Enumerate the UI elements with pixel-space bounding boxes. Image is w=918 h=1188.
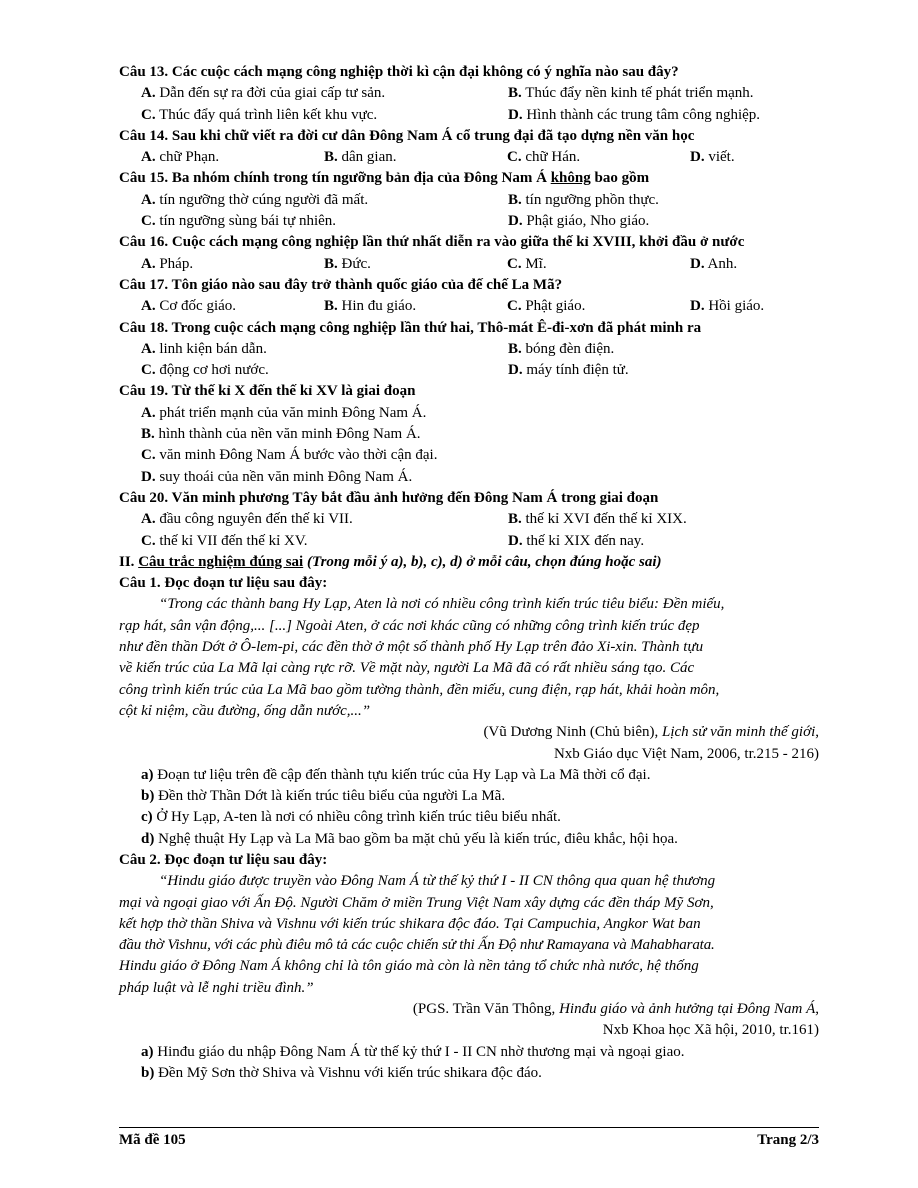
citation-author: (Vũ Dương Ninh (Chủ biên), — [483, 724, 662, 741]
statement-a — [119, 765, 819, 786]
option-b — [508, 83, 754, 104]
option-text: động cơ hơi nước. — [159, 362, 269, 379]
option-text: linh kiện bán dẫn. — [159, 340, 267, 357]
option-text: Cơ đốc giáo. — [159, 298, 237, 315]
quote-line: “Trong các thành bang Hy Lạp, Aten là nơi có nhiều công trình kiến trúc tiêu biểu: Đền miếu, — [159, 596, 725, 613]
option-a — [119, 403, 819, 424]
option-letter: C. — [141, 447, 156, 464]
option-c — [141, 211, 508, 232]
quote-line: như đền thần Dớt ở Ô-lem-pi, các đền thờ ở một số thành phố Hy Lạp trên đảo Xi-xin. Thành tựu — [119, 639, 704, 656]
section-instruction: (Trong mỗi ý a), b), c), d) ở mỗi câu, chọn đúng hoặc sai) — [303, 553, 662, 570]
question-text: bao gồm — [590, 170, 650, 187]
option-letter: D. — [508, 213, 523, 230]
quote-line: kết hợp thờ thần Shiva và Vishnu với kiến trúc shikara độc đáo. Tại Campuchia, Angkor Wat ban — [119, 915, 701, 932]
option-letter: B. — [508, 85, 522, 102]
option-letter: A. — [141, 298, 156, 315]
option-text: Đức. — [341, 255, 371, 272]
quote-line: mại và ngoại giao với Ấn Độ. Người Chăm ở miền Trung Việt Nam xây dựng các đền tháp Mỹ Sơn, — [119, 894, 714, 911]
citation-publisher: Nxb Giáo dục Việt Nam, 2006, tr.215 - 216) — [553, 745, 819, 762]
option-letter: C. — [141, 532, 156, 549]
question-15 — [119, 168, 819, 189]
option-text: Thúc đẩy nền kinh tế phát triển mạnh. — [525, 85, 754, 102]
option-letter: B. — [324, 149, 338, 166]
option-d — [508, 211, 649, 232]
option-c — [507, 147, 690, 168]
statement-label: c) — [141, 809, 153, 826]
statement-label: d) — [141, 830, 155, 847]
option-text: Mĩ. — [525, 255, 547, 272]
option-letter: C. — [141, 106, 156, 123]
options-row — [119, 531, 819, 552]
quote-line: đầu thờ Vishnu, với các phù điêu mô tả các cuộc chiến sử thi Ấn Độ như Ramayana và Mahabharata. — [119, 937, 715, 954]
question-13: Câu 13. Các cuộc cách mạng công nghiệp thời kì cận đại không có ý nghĩa nào sau đây? — [119, 64, 679, 80]
statement-b — [119, 1063, 819, 1084]
option-d — [690, 147, 735, 168]
option-d — [690, 296, 764, 317]
options-row — [119, 147, 819, 168]
question-text: Câu 15. Ba nhóm chính trong tín ngưỡng bản địa của Đông Nam Á — [119, 170, 551, 187]
citation-punct: , — [815, 1001, 819, 1018]
statement-text: Ở Hy Lạp, A-ten là nơi có nhiều công trình kiến trúc tiêu biểu nhất. — [152, 809, 561, 826]
statement-label: b) — [141, 1064, 155, 1081]
option-d — [508, 105, 760, 126]
quote-line: Hindu giáo ở Đông Nam Á không chỉ là tôn giáo mà còn là nền tảng tổ chức nhà nước, hệ thống — [119, 958, 699, 975]
option-letter: D. — [508, 106, 523, 123]
option-letter: D. — [690, 149, 705, 166]
option-c — [141, 360, 508, 381]
option-text: văn minh Đông Nam Á bước vào thời cận đại. — [159, 447, 438, 464]
option-letter: A. — [141, 511, 156, 528]
option-text: Pháp. — [159, 255, 194, 272]
option-b — [324, 147, 507, 168]
quote-line: công trình kiến trúc của La Mã bao gồm tường thành, đền miếu, cung điện, rạp hát, khải hoàn môn, — [119, 681, 720, 698]
citation-book: Hinđu giáo và ảnh hưởng tại Đông Nam Á — [559, 1001, 816, 1018]
statement-text: Đền thờ Thần Dớt là kiến trúc tiêu biểu của người La Mã. — [154, 788, 506, 805]
citation — [119, 999, 819, 1020]
options-row — [119, 296, 819, 317]
option-d — [508, 360, 629, 381]
option-text: hình thành của nền văn minh Đông Nam Á. — [158, 426, 421, 443]
statement-label: a) — [141, 766, 154, 783]
option-d — [119, 467, 819, 488]
quote-line: về kiến trúc của La Mã lại càng rực rỡ. Về mặt này, người La Mã đã có rất nhiều sáng tạo. Các — [119, 660, 695, 677]
option-text: chữ Hán. — [525, 149, 581, 166]
option-text: Thúc đẩy quá trình liên kết khu vực. — [159, 106, 378, 123]
option-letter: A. — [141, 85, 156, 102]
option-b — [508, 339, 614, 360]
option-c — [507, 296, 690, 317]
option-letter: C. — [507, 149, 522, 166]
statement-text: Hinđu giáo du nhập Đông Nam Á từ thế kỷ thứ I - II CN nhờ thương mại và ngoại giao. — [153, 1043, 685, 1060]
option-b — [324, 254, 507, 275]
option-letter: B. — [141, 426, 155, 443]
option-letter: B. — [508, 511, 522, 528]
option-letter: D. — [690, 298, 705, 315]
option-c — [507, 254, 690, 275]
option-a — [141, 83, 508, 104]
option-d — [508, 531, 644, 552]
option-letter: A. — [141, 191, 156, 208]
option-letter: C. — [507, 255, 522, 272]
option-text: dân gian. — [341, 149, 397, 166]
statement-a — [119, 1042, 819, 1063]
option-text: thế kỉ XIX đến nay. — [526, 532, 645, 549]
question-14: Câu 14. Sau khi chữ viết ra đời cư dân Đông Nam Á cổ trung đại đã tạo dựng nền văn học — [119, 127, 695, 144]
option-letter: C. — [141, 362, 156, 379]
option-letter: D. — [508, 532, 523, 549]
question-16: Câu 16. Cuộc cách mạng công nghiệp lần thứ nhất diễn ra vào giữa thế kỉ XVIII, khởi đầu ở nước — [119, 234, 745, 251]
tf-question-2-quote — [119, 871, 819, 999]
question-20: Câu 20. Văn minh phương Tây bắt đầu ảnh hưởng đến Đông Nam Á trong giai đoạn — [119, 489, 659, 506]
options-row — [119, 254, 819, 275]
quote-line: rạp hát, sân vận động,... [...] Ngoài Aten, ở các nơi khác cũng có những công trình kiến trúc đẹp — [119, 617, 700, 634]
option-a — [141, 339, 508, 360]
options-row — [119, 211, 819, 232]
option-a — [141, 147, 324, 168]
options-row — [119, 339, 819, 360]
option-a — [141, 509, 508, 530]
option-text: thế kỉ XVI đến thế kỉ XIX. — [525, 511, 687, 528]
exam-page — [119, 62, 819, 1084]
citation-publisher: Nxb Khoa học Xã hội, 2010, tr.161) — [602, 1022, 819, 1039]
option-letter: A. — [141, 149, 156, 166]
statement-text: Nghệ thuật Hy Lạp và La Mã bao gồm ba mặt chủ yếu là kiến trúc, điêu khắc, hội họa. — [154, 830, 678, 847]
option-a — [141, 254, 324, 275]
option-letter: C. — [141, 213, 156, 230]
option-text: tín ngưỡng phồn thực. — [525, 191, 659, 208]
section-title: Câu trắc nghiệm đúng sai — [138, 553, 304, 570]
option-text: Hình thành các trung tâm công nghiệp. — [526, 106, 761, 123]
options-row — [119, 509, 819, 530]
citation-book: Lịch sử văn minh thế giới — [661, 724, 816, 741]
page-footer — [119, 1127, 819, 1151]
option-letter: A. — [141, 340, 156, 357]
question-emphasis: không — [550, 170, 591, 187]
option-letter: C. — [507, 298, 522, 315]
option-text: chữ Phạn. — [159, 149, 220, 166]
option-text: bóng đèn điện. — [525, 340, 615, 357]
option-b — [324, 296, 507, 317]
quote-line: pháp luật và lễ nghi triều đình.” — [119, 979, 314, 996]
option-text: tín ngưỡng sùng bái tự nhiên. — [159, 213, 337, 230]
option-b — [508, 509, 687, 530]
option-b — [508, 190, 659, 211]
section-number: II. — [119, 553, 139, 570]
option-a — [141, 190, 508, 211]
citation-author: (PGS. Trần Văn Thông, — [412, 1001, 560, 1018]
tf-question-1-title: Câu 1. Đọc đoạn tư liệu sau đây: — [119, 575, 328, 592]
citation — [119, 722, 819, 743]
option-letter: D. — [508, 362, 523, 379]
option-text: viết. — [708, 149, 735, 166]
option-letter: D. — [141, 468, 156, 485]
option-a — [141, 296, 324, 317]
option-text: Hin đu giáo. — [341, 298, 417, 315]
tf-question-2-title: Câu 2. Đọc đoạn tư liệu sau đây: — [119, 851, 328, 868]
statement-b — [119, 786, 819, 807]
option-c — [141, 105, 508, 126]
options-row — [119, 105, 819, 126]
option-b — [119, 424, 819, 445]
option-text: Phật giáo. — [525, 298, 586, 315]
option-text: Hồi giáo. — [708, 298, 765, 315]
option-text: máy tính điện tử. — [526, 362, 629, 379]
option-text: đầu công nguyên đến thế kỉ VII. — [159, 511, 353, 528]
option-letter: B. — [508, 340, 522, 357]
quote-line: cột kỉ niệm, cầu đường, ống dẫn nước,...” — [119, 702, 371, 719]
options-row — [119, 190, 819, 211]
question-19: Câu 19. Từ thế kỉ X đến thế kỉ XV là giai đoạn — [119, 383, 416, 400]
option-text: thế kỉ VII đến thế kỉ XV. — [159, 532, 308, 549]
page-number: Trang 2/3 — [757, 1132, 819, 1148]
option-letter: B. — [324, 255, 338, 272]
question-17: Câu 17. Tôn giáo nào sau đây trở thành quốc giáo của đế chế La Mã? — [119, 276, 563, 293]
section-2-heading — [119, 552, 819, 573]
options-row — [119, 360, 819, 381]
citation-punct: , — [815, 724, 819, 741]
exam-code: Mã đề 105 — [119, 1132, 186, 1148]
statement-text: Đền Mỹ Sơn thờ Shiva và Vishnu với kiến trúc shikara độc đáo. — [154, 1064, 542, 1081]
statement-label: b) — [141, 788, 155, 805]
statement-d — [119, 829, 819, 850]
option-text: Dẫn đến sự ra đời của giai cấp tư sản. — [159, 85, 386, 102]
option-letter: A. — [141, 404, 156, 421]
statement-text: Đoạn tư liệu trên đề cập đến thành tựu kiến trúc của Hy Lạp và La Mã thời cổ đại. — [153, 766, 651, 783]
option-text: Phật giáo, Nho giáo. — [526, 213, 650, 230]
option-c — [119, 445, 819, 466]
option-letter: B. — [324, 298, 338, 315]
option-text: tín ngưỡng thờ cúng người đã mất. — [159, 191, 369, 208]
option-d — [690, 254, 737, 275]
option-text: phát triển mạnh của văn minh Đông Nam Á. — [159, 404, 427, 421]
quote-line: “Hindu giáo được truyền vào Đông Nam Á từ thế kỷ thứ I - II CN thông qua quan hệ thương — [159, 873, 716, 890]
option-letter: D. — [690, 255, 705, 272]
option-letter: A. — [141, 255, 156, 272]
statement-c — [119, 807, 819, 828]
options-row — [119, 83, 819, 104]
option-text: suy thoái của nền văn minh Đông Nam Á. — [159, 468, 413, 485]
option-text: Anh. — [707, 255, 738, 272]
question-18: Câu 18. Trong cuộc cách mạng công nghiệp lần thứ hai, Thô-mát Ê-đi-xơn đã phát minh ra — [119, 319, 702, 336]
option-letter: B. — [508, 191, 522, 208]
option-c — [141, 531, 508, 552]
tf-question-1-quote — [119, 594, 819, 722]
statement-label: a) — [141, 1043, 154, 1060]
